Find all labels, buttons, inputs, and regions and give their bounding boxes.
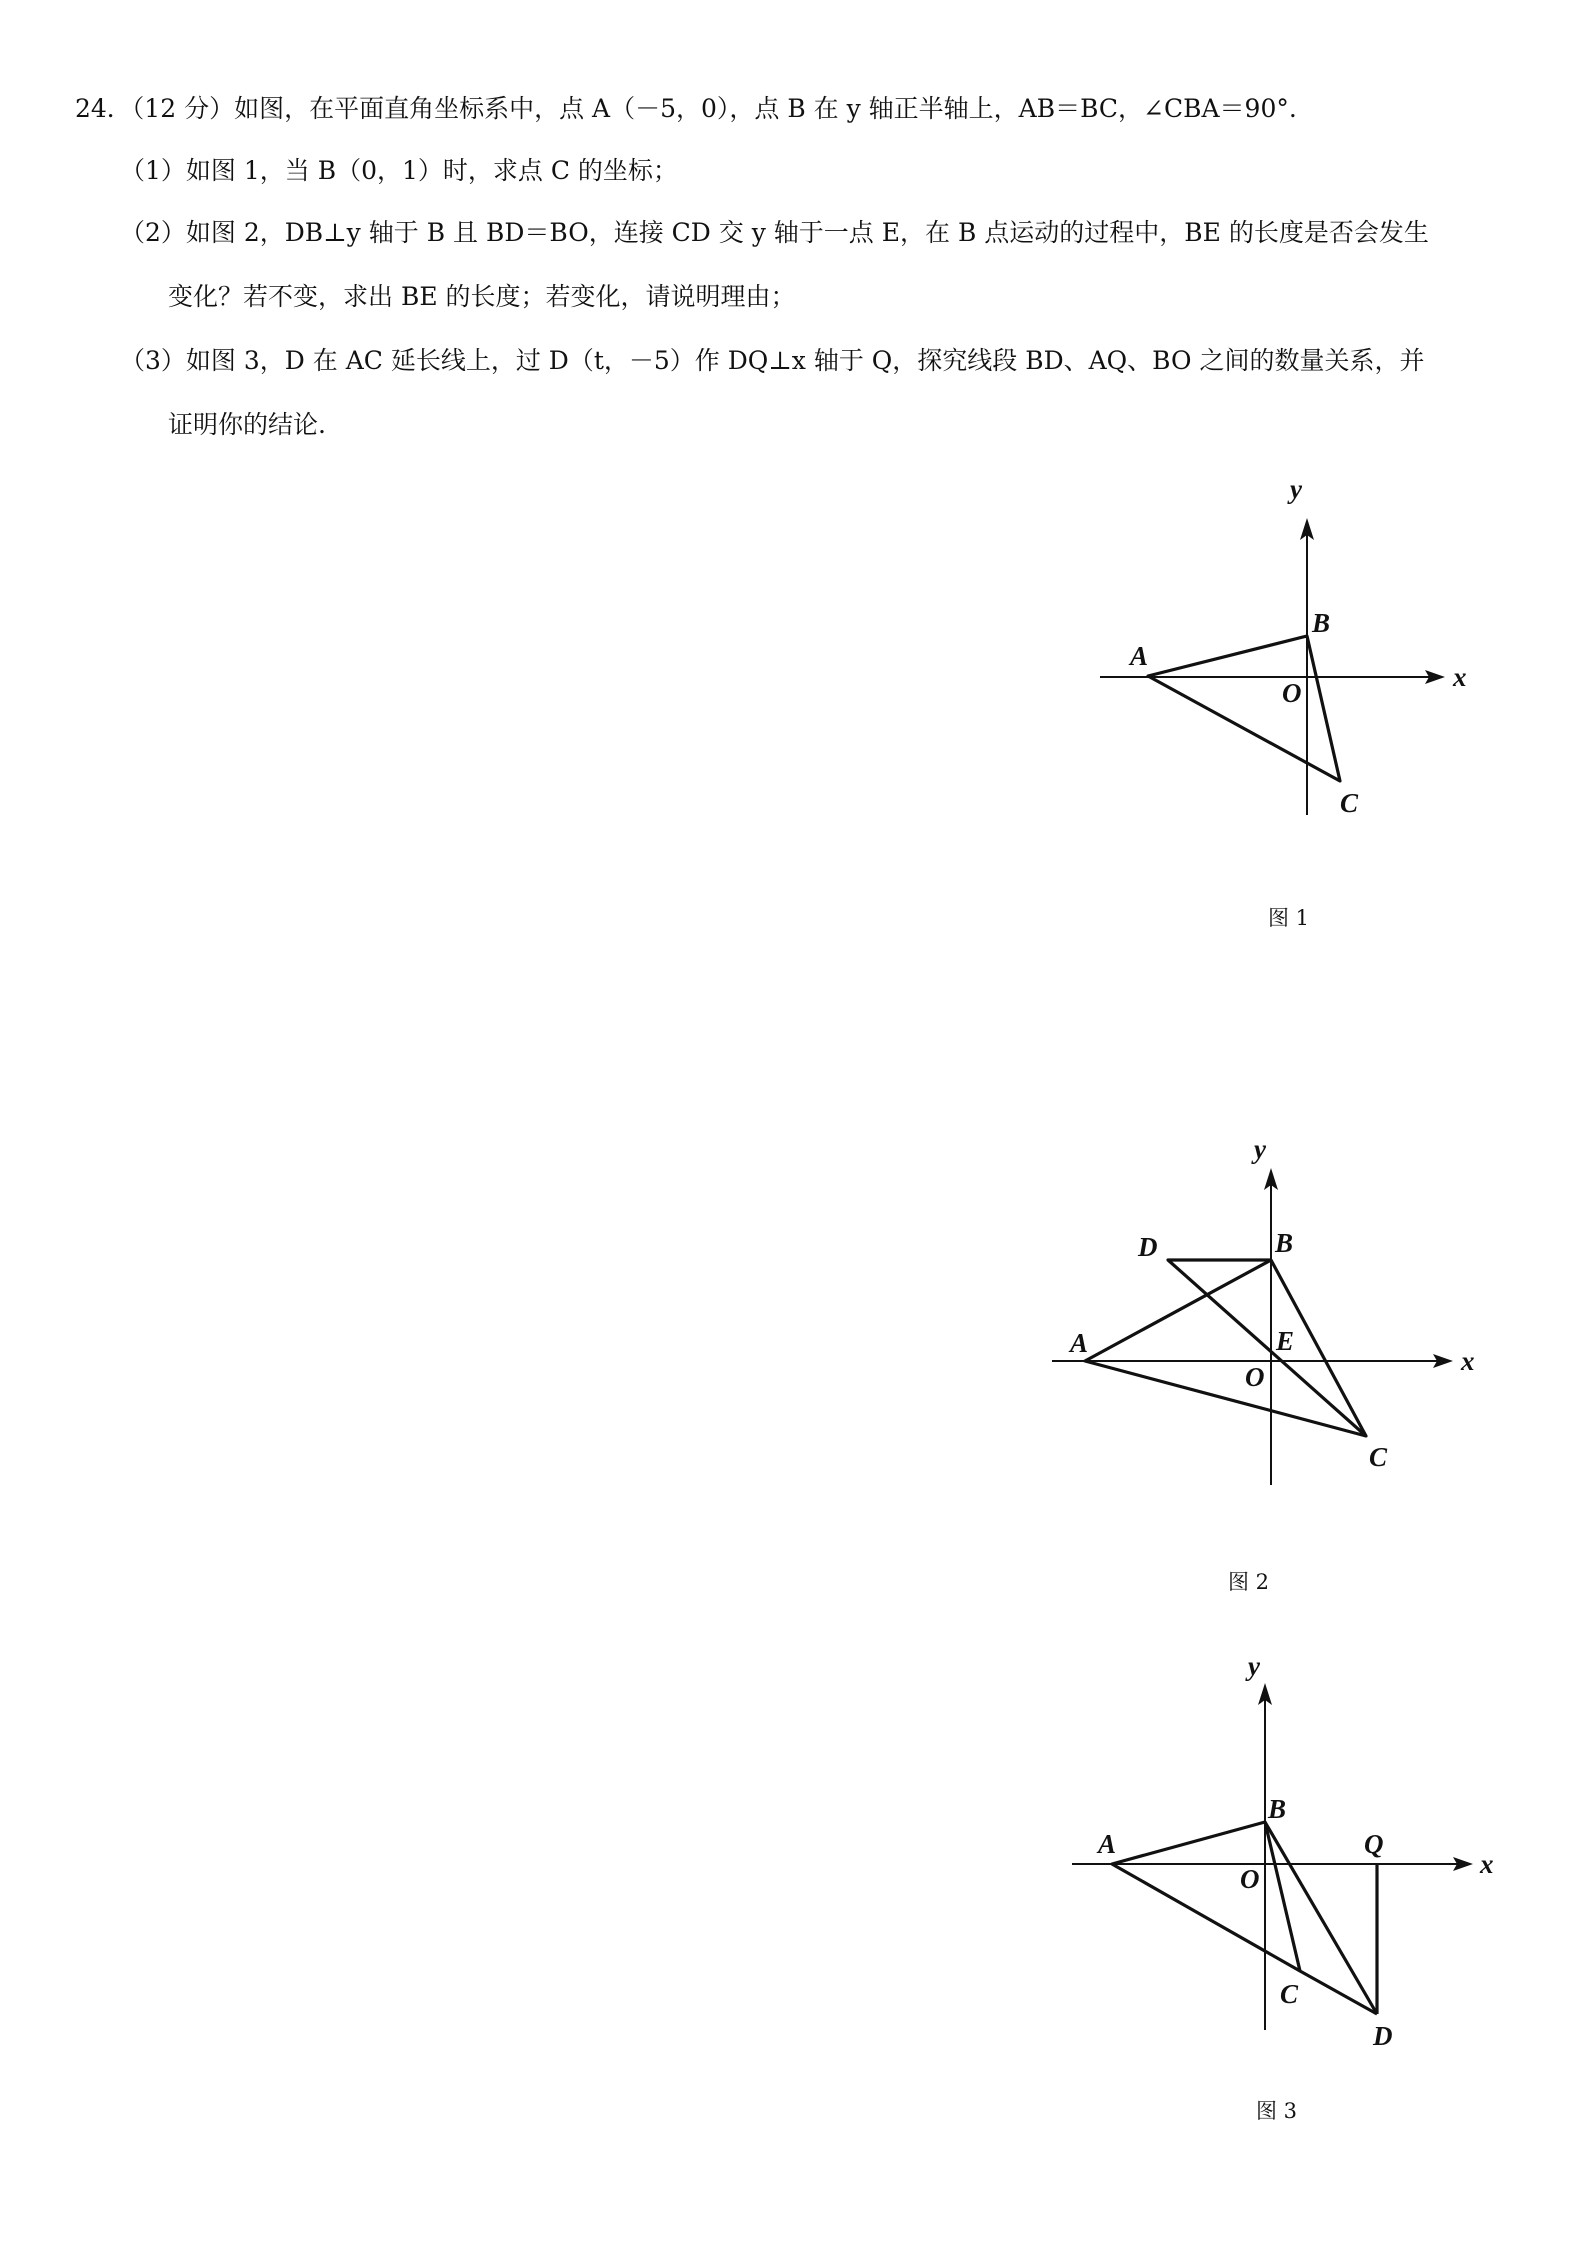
problem-part2-line1: （2）如图 2，DB⊥y 轴于 B 且 BD＝BO，连接 CD 交 y 轴于一点 E，在 B 点运动的过程中，BE 的长度是否会发生 xyxy=(120,218,1429,247)
problem-part3-line2: 证明你的结论. xyxy=(168,410,326,439)
problem-part3-line1: （3）如图 3，D 在 AC 延长线上，过 D（t，－5）作 DQ⊥x 轴于 Q，探究线段 BD、AQ、BO 之间的数量关系，并 xyxy=(120,346,1425,375)
fig3-label-b: B xyxy=(1268,1794,1287,1824)
fig3-label-a: A xyxy=(1098,1829,1117,1859)
fig3-caption: 图 3 xyxy=(1256,2099,1298,2123)
problem-part1: （1）如图 1，当 B（0，1）时，求点 C 的坐标； xyxy=(120,156,678,185)
fig3-label-y: y xyxy=(1248,1651,1260,1681)
fig3-label-q: Q xyxy=(1364,1829,1384,1859)
problem-header: 24．（12 分）如图，在平面直角坐标系中，点 A（－5，0），点 B 在 y 轴正半轴上，AB＝BC，∠CBA＝90°. xyxy=(75,94,1297,123)
fig1-label-y: y xyxy=(1290,474,1302,504)
fig3-label-o: O xyxy=(1240,1864,1260,1894)
fig1-label-b: B xyxy=(1312,608,1331,638)
fig1-label-x: x xyxy=(1453,662,1467,692)
fig2-label-c: C xyxy=(1369,1442,1388,1472)
problem-part2-line2: 变化？若不变，求出 BE 的长度；若变化，请说明理由； xyxy=(168,282,796,311)
fig2-label-a: A xyxy=(1070,1328,1089,1358)
fig2-label-e: E xyxy=(1276,1326,1295,1356)
fig3-triangle-abc xyxy=(1112,1822,1300,1971)
fig1-label-o: O xyxy=(1282,678,1302,708)
fig1-label-c: C xyxy=(1340,788,1359,818)
fig3-label-x: x xyxy=(1480,1849,1494,1879)
fig2-label-b: B xyxy=(1275,1228,1294,1258)
fig2-label-o: O xyxy=(1245,1362,1265,1392)
fig2-label-x: x xyxy=(1461,1346,1475,1376)
fig1-caption: 图 1 xyxy=(1268,906,1310,930)
fig3-label-d: D xyxy=(1373,2021,1393,2051)
fig2-caption: 图 2 xyxy=(1228,1570,1270,1594)
fig3-label-c: C xyxy=(1280,1979,1299,2009)
fig2-label-d: D xyxy=(1138,1232,1158,1262)
fig1-label-a: A xyxy=(1130,641,1149,671)
fig2-label-y: y xyxy=(1254,1134,1266,1164)
